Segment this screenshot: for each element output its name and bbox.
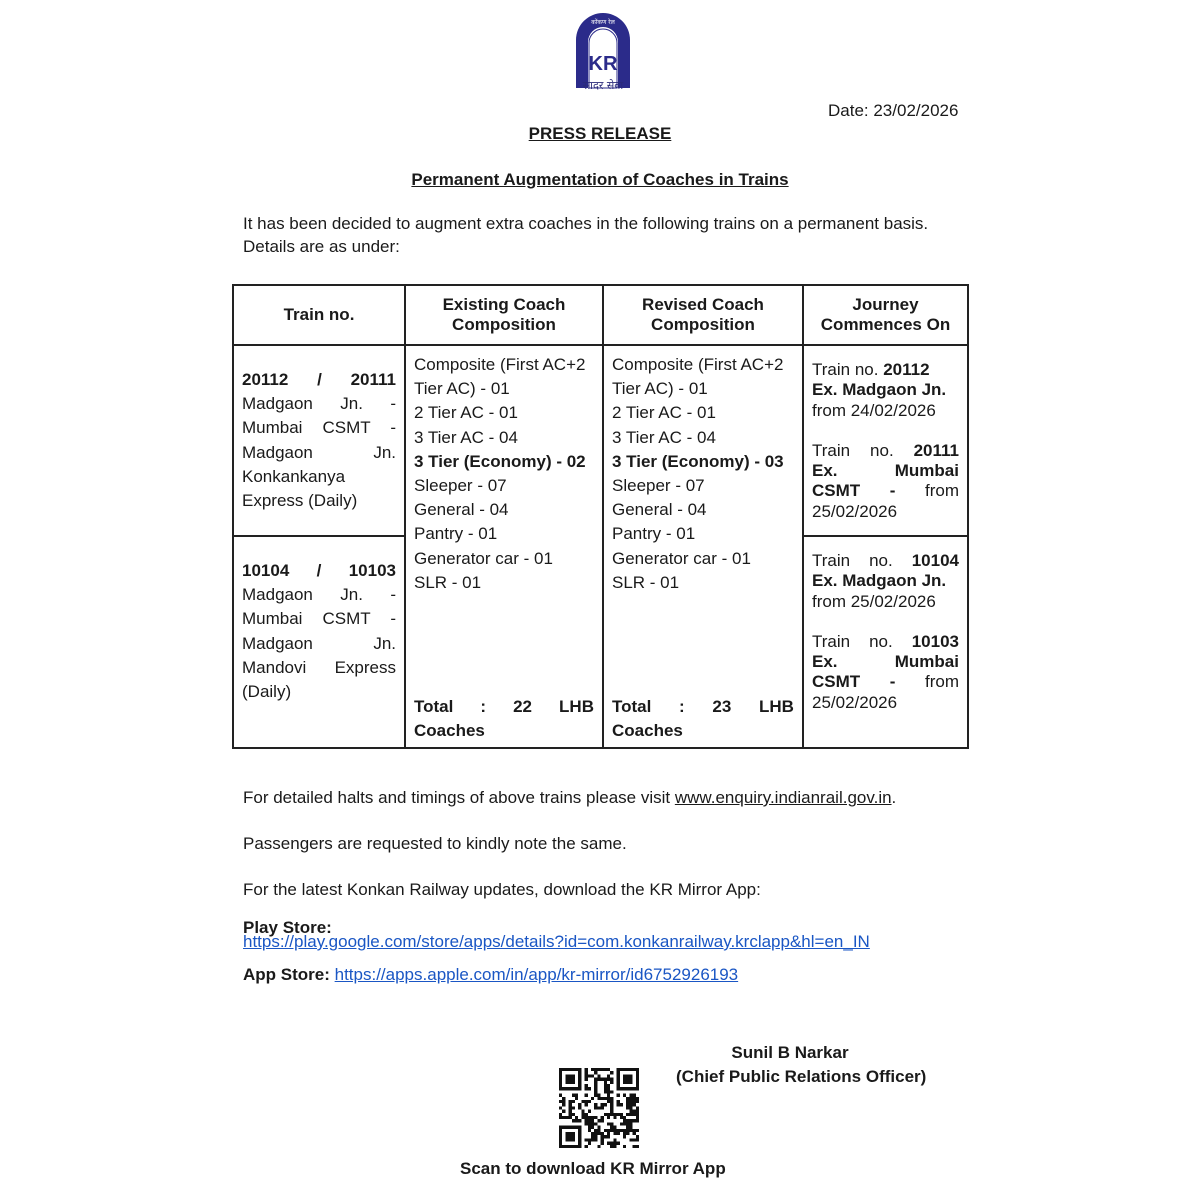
journey-word: Train no. — [812, 360, 879, 379]
coach-table — [232, 284, 969, 749]
journey-word: Train — [812, 631, 851, 651]
journey-train-no: 20112 — [883, 360, 930, 379]
journey-word: from — [925, 672, 959, 692]
journey-word: no. — [870, 440, 894, 460]
journey-origin: Ex. — [812, 461, 838, 481]
total-colon: : — [679, 697, 685, 716]
journey-date: from 25/02/2026 — [812, 591, 936, 611]
journey-origin: CSMT — [812, 672, 861, 692]
train-cell — [233, 345, 405, 536]
comp-line: 2 Tier AC - 01 — [612, 403, 716, 423]
journey-cell — [803, 345, 968, 536]
header-revised: Revised Coach Composition — [603, 285, 803, 345]
train-description: Madgaon Jn. - Mumbai CSMT - Madgaon Jn. Mandovi Express (Daily) — [242, 585, 396, 702]
app-store-label: App Store: — [243, 965, 330, 984]
train-number: 10104 / 10103 — [242, 561, 396, 580]
comp-line: Sleeper - 07 — [612, 476, 705, 496]
existing-composition — [405, 345, 603, 748]
journey-word: Train — [812, 551, 851, 570]
logo-caption: सादर सेवा — [582, 79, 624, 92]
total-unit: Coaches — [414, 721, 485, 740]
qr-code-icon[interactable] — [559, 1068, 639, 1148]
journey-origin: - — [889, 672, 896, 692]
halts-text: For detailed halts and timings of above trains please visit — [243, 788, 675, 807]
comp-line: 3 Tier (Economy) - 03 — [612, 451, 784, 471]
total-colon: : — [480, 697, 487, 716]
train-number: 20112 / 20111 — [242, 370, 396, 389]
total-word: Total — [612, 697, 652, 716]
journey-origin: Ex. — [812, 652, 838, 672]
note-paragraph: Passengers are requested to kindly note the same. — [243, 834, 627, 853]
table-header-row — [233, 285, 968, 345]
journey-train-no: 20111 — [913, 440, 959, 460]
svg-text:KR: KR — [588, 53, 618, 75]
comp-line: 3 Tier AC - 04 — [612, 427, 716, 447]
train-cell — [233, 536, 405, 748]
signatory-name: Sunil B Narkar — [731, 1043, 849, 1062]
comp-line: 2 Tier AC - 01 — [414, 403, 518, 423]
journey-origin: Mumbai — [894, 461, 959, 481]
journey-word: Train — [812, 440, 851, 460]
journey-date: 25/02/2026 — [812, 501, 898, 521]
table-row — [233, 345, 968, 536]
header-journey: Journey Commences On — [803, 285, 968, 345]
revised-composition — [603, 345, 803, 748]
journey-date: 25/02/2026 — [812, 692, 898, 712]
journey-word: no. — [869, 631, 893, 651]
comp-line: General - 04 — [414, 500, 509, 520]
journey-origin: - — [889, 481, 896, 501]
total-unit: Coaches — [612, 721, 683, 740]
date: Date: 23/02/2026 — [828, 101, 959, 120]
journey-date: from 24/02/2026 — [812, 400, 936, 420]
train-description: Madgaon Jn. - Mumbai CSMT - Madgaon Jn. Konkankanya Express (Daily) — [242, 394, 396, 511]
journey-word: from — [925, 481, 959, 501]
journey-word: no. — [869, 551, 893, 570]
halts-paragraph — [243, 788, 896, 808]
halts-end: . — [891, 788, 897, 807]
app-paragraph: For the latest Konkan Railway updates, download the KR Mirror App: — [243, 880, 761, 899]
header-train-no: Train no. — [233, 285, 405, 345]
qr-caption: Scan to download KR Mirror App — [460, 1159, 726, 1178]
comp-line: SLR - 01 — [414, 572, 482, 592]
signatory-title: (Chief Public Relations Officer) — [676, 1067, 927, 1086]
comp-line: Pantry - 01 — [612, 524, 696, 544]
comp-line: Pantry - 01 — [414, 524, 498, 544]
total-type: LHB — [559, 697, 594, 716]
journey-train-no: 10104 — [911, 551, 959, 570]
app-store-link[interactable]: https://apps.apple.com/in/app/kr-mirror/id6752926193 — [334, 965, 739, 984]
journey-origin: CSMT — [812, 481, 861, 501]
comp-line: Generator car - 01 — [414, 548, 553, 568]
revised-total — [612, 695, 794, 743]
comp-line: Composite (First AC+2 — [612, 355, 784, 374]
comp-line: 3 Tier AC - 04 — [414, 427, 518, 447]
journey-origin: Ex. Madgaon Jn. — [812, 380, 947, 400]
svg-text:कोंकण रेल: कोंकण रेल — [591, 19, 615, 26]
play-store-link[interactable]: https://play.google.com/store/apps/details?id=com.konkanrailway.krclapp&hl=en_IN — [243, 932, 870, 951]
comp-line: Sleeper - 07 — [414, 476, 507, 496]
journey-origin: Mumbai — [894, 652, 959, 672]
existing-total — [414, 695, 594, 743]
comp-line: Composite (First AC+2 — [414, 355, 586, 374]
header-existing: Existing Coach Composition — [405, 285, 603, 345]
total-count: 23 — [712, 697, 732, 716]
page-subtitle: Permanent Augmentation of Coaches in Trains — [411, 170, 789, 189]
journey-origin: Ex. Madgaon Jn. — [812, 571, 947, 591]
comp-line: General - 04 — [612, 500, 707, 520]
page-title: PRESS RELEASE — [528, 124, 672, 143]
comp-line: Tier AC) - 01 — [612, 379, 708, 399]
journey-cell — [803, 536, 968, 748]
total-count: 22 — [513, 697, 533, 716]
comp-line: Generator car - 01 — [612, 548, 751, 568]
comp-line: SLR - 01 — [612, 572, 680, 592]
intro-paragraph: It has been decided to augment extra coaches in the following trains on a permanent basis. Details are as under: — [243, 214, 929, 256]
journey-train-no: 10103 — [911, 631, 959, 651]
app-store-line — [243, 965, 738, 985]
comp-line: Tier AC) - 01 — [414, 379, 510, 399]
total-type: LHB — [759, 697, 794, 716]
comp-line: 3 Tier (Economy) - 02 — [414, 451, 586, 471]
enquiry-link[interactable]: www.enquiry.indianrail.gov.in — [674, 788, 892, 807]
play-store-label: Play Store: — [243, 918, 332, 937]
total-word: Total — [414, 697, 454, 716]
